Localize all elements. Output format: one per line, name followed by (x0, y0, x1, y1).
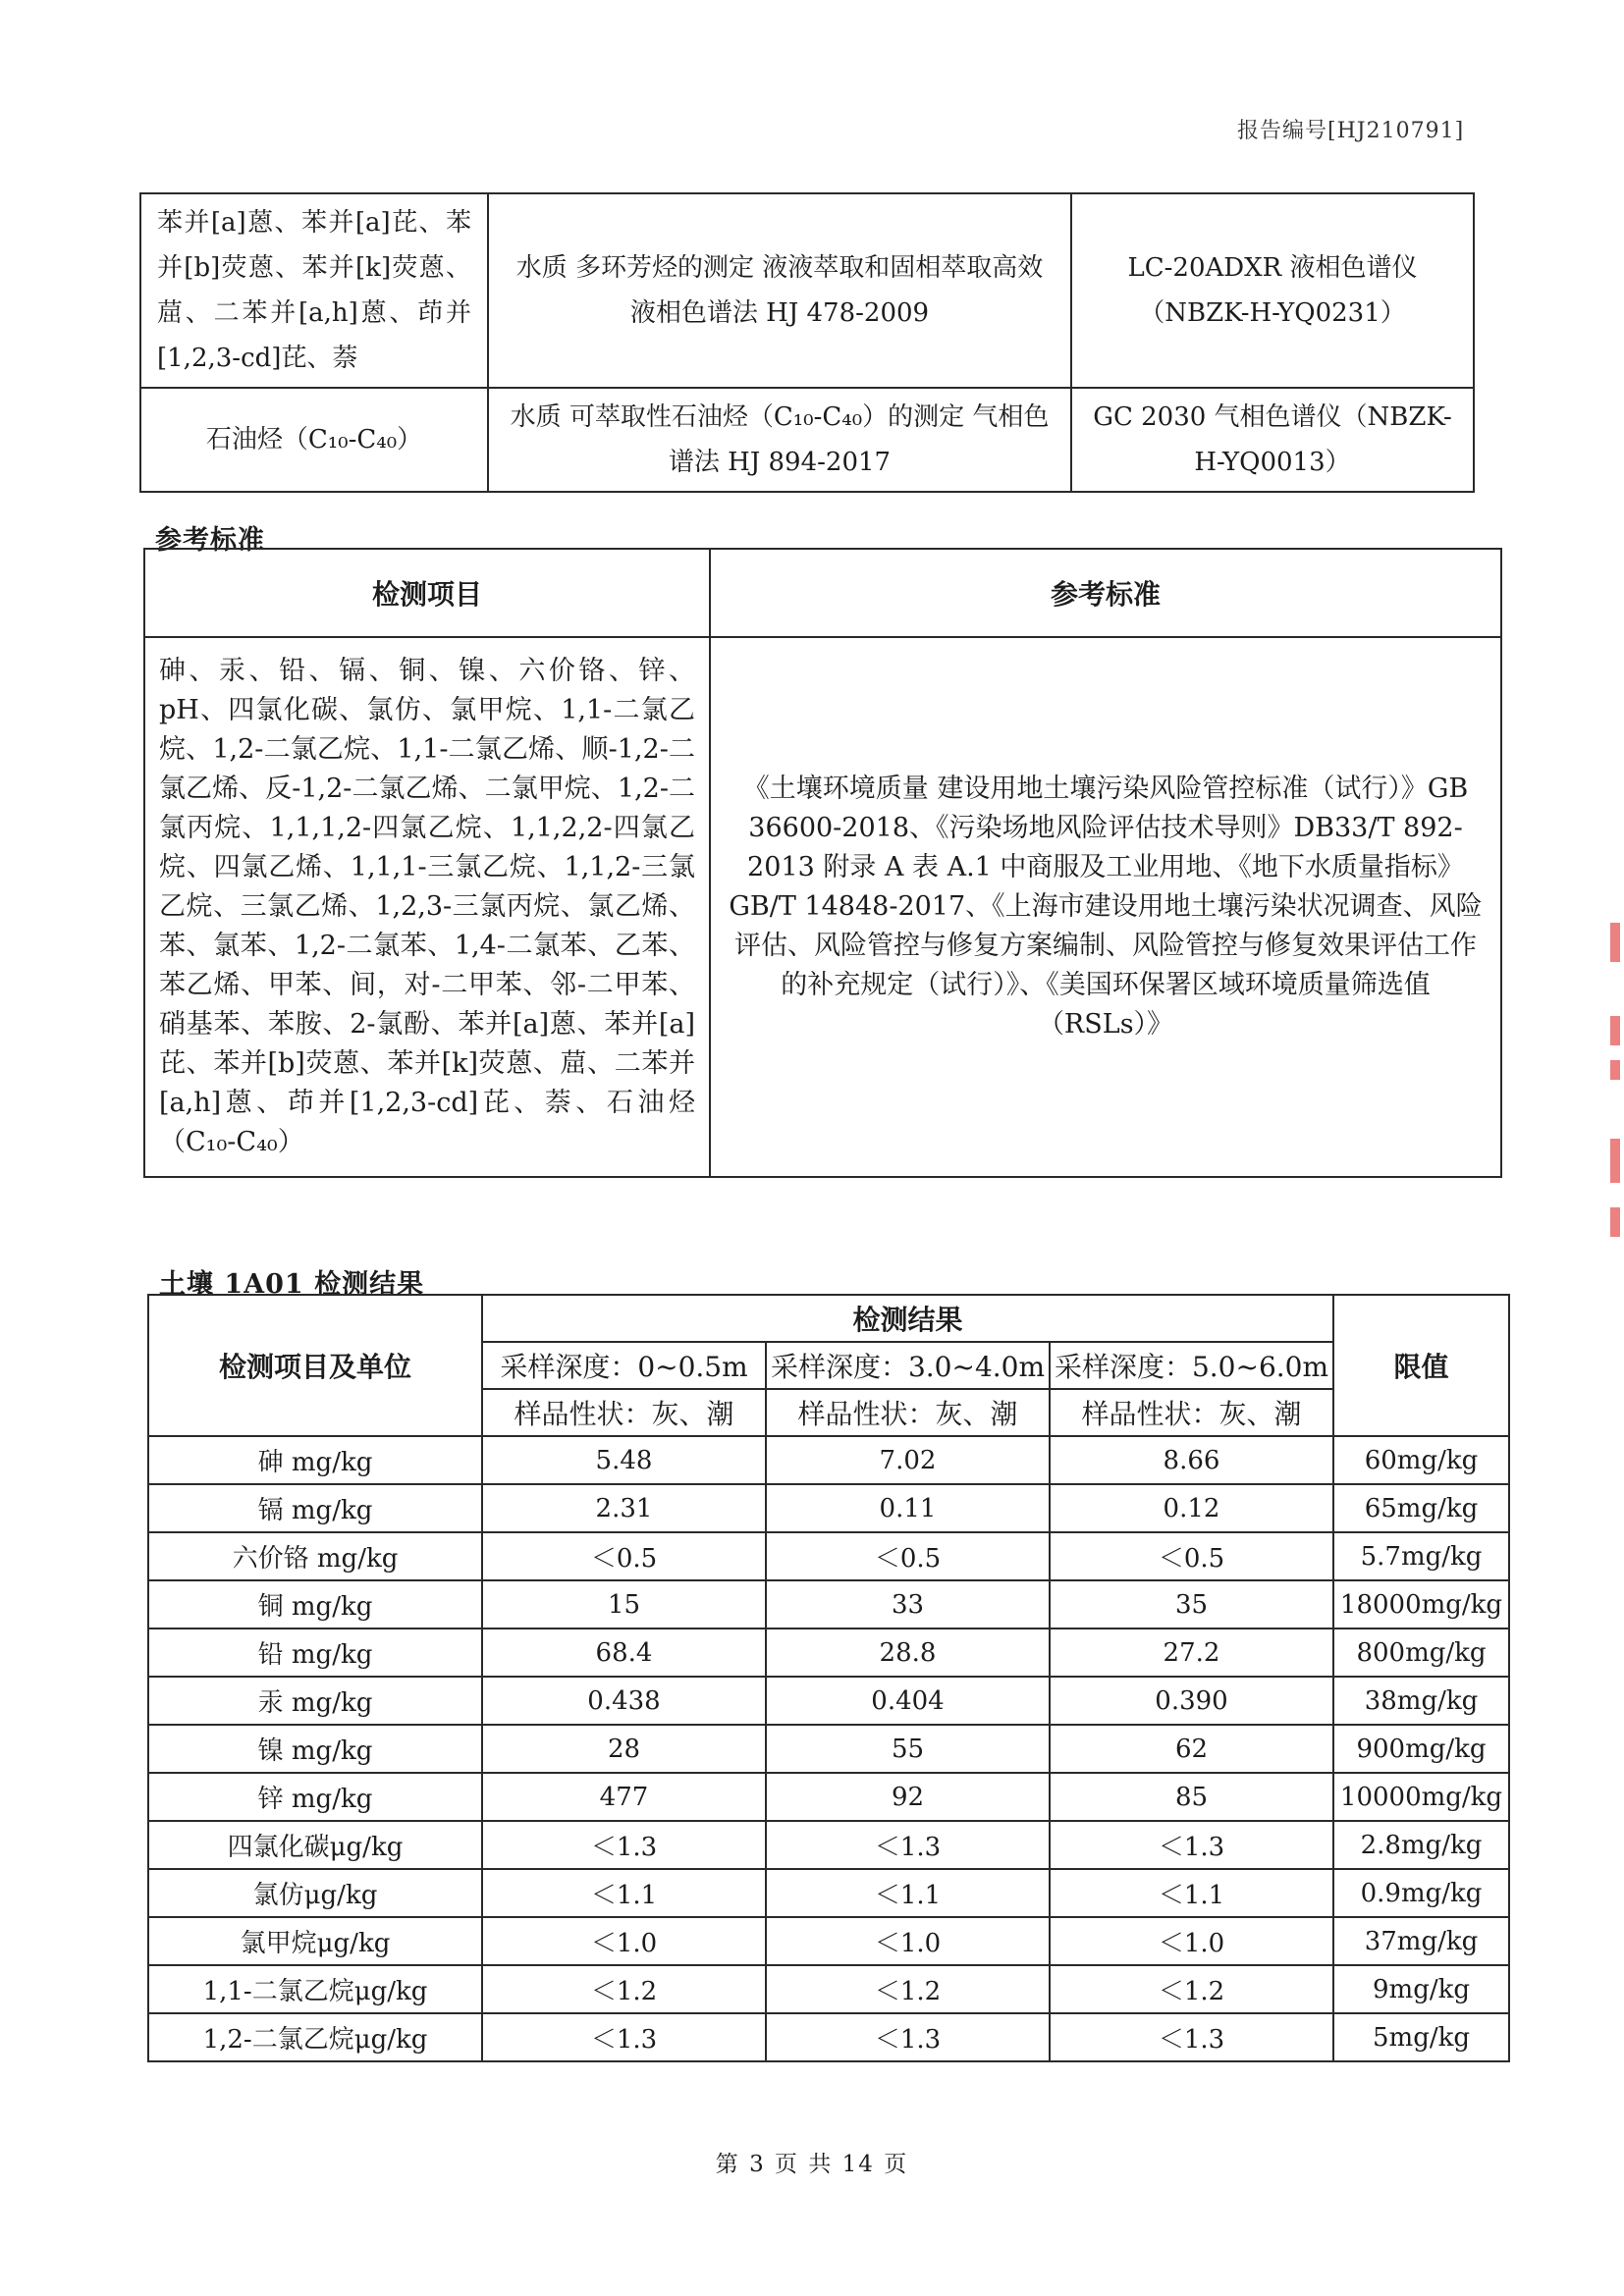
soil-value-depth1: ＜1.1 (482, 1869, 766, 1917)
table-row (148, 1677, 1509, 1725)
soil-value-depth2: ＜1.2 (766, 1965, 1050, 2013)
table-row (148, 1436, 1509, 1484)
soil-value-depth3: ＜1.2 (1050, 1965, 1333, 2013)
table-row (148, 2013, 1509, 2061)
soil-value-depth3: 62 (1050, 1725, 1333, 1773)
soil-result-table (147, 1294, 1510, 2062)
soil-limit-cell: 5mg/kg (1333, 2013, 1509, 2061)
soil-value-depth1: 28 (482, 1725, 766, 1773)
soil-item-cell: 四氯化碳μg/kg (148, 1821, 482, 1869)
stamp-fragment (1610, 1139, 1620, 1183)
soil-value-depth3: ＜1.3 (1050, 2013, 1333, 2061)
soil-limit-cell: 5.7mg/kg (1333, 1532, 1509, 1580)
soil-value-depth3: ＜1.1 (1050, 1869, 1333, 1917)
table-row (148, 1532, 1509, 1580)
soil-value-depth1: ＜1.3 (482, 1821, 766, 1869)
reference-table (143, 548, 1502, 1178)
soil-header-result: 检测结果 (482, 1295, 1333, 1342)
soil-value-depth3: 35 (1050, 1580, 1333, 1629)
reference-header-item: 检测项目 (144, 549, 710, 637)
table-row (148, 1965, 1509, 2013)
method-standard-cell: 水质 可萃取性石油烃（C₁₀-C₄₀）的测定 气相色谱法 HJ 894-2017 (488, 388, 1071, 492)
soil-value-depth2: 0.11 (766, 1484, 1050, 1532)
soil-item-cell: 镉 mg/kg (148, 1484, 482, 1532)
soil-value-depth3: 0.390 (1050, 1677, 1333, 1725)
soil-header-property: 样品性状：灰、潮 (766, 1389, 1050, 1436)
table-row (148, 1725, 1509, 1773)
soil-item-cell: 砷 mg/kg (148, 1436, 482, 1484)
stamp-fragment (1610, 1207, 1620, 1237)
reference-standard-text: 《土壤环境质量 建设用地土壤污染风险管控标准（试行）》GB 36600-2018、《污染场地风险评估技术导则》DB33/T 892-2013 附录 A 表 A.1 中商服及工业用地、《地下水质量指标》GB/T 14848-2017、《上海市建设用地土壤污染状况调查、风险评估、风险管控与修复方案编制、风险管控与修复效果评估工作的补充规定（试行）》、《美国环保署区域环境质量筛选值（RSLs）》 (710, 637, 1501, 1177)
soil-value-depth1: 2.31 (482, 1484, 766, 1532)
soil-limit-cell: 10000mg/kg (1333, 1773, 1509, 1821)
soil-value-depth1: 15 (482, 1580, 766, 1629)
soil-value-depth3: 27.2 (1050, 1629, 1333, 1677)
soil-item-cell: 汞 mg/kg (148, 1677, 482, 1725)
soil-value-depth1: ＜1.2 (482, 1965, 766, 2013)
soil-value-depth3: 8.66 (1050, 1436, 1333, 1484)
soil-header-depth: 采样深度：0~0.5m (482, 1342, 766, 1389)
table-row (148, 1821, 1509, 1869)
soil-value-depth2: ＜1.1 (766, 1869, 1050, 1917)
soil-limit-cell: 2.8mg/kg (1333, 1821, 1509, 1869)
soil-item-cell: 镍 mg/kg (148, 1725, 482, 1773)
soil-value-depth1: 477 (482, 1773, 766, 1821)
table-row (148, 1484, 1509, 1532)
soil-limit-cell: 60mg/kg (1333, 1436, 1509, 1484)
reference-header-standard: 参考标准 (710, 549, 1501, 637)
table-row (148, 1917, 1509, 1965)
soil-value-depth1: ＜1.0 (482, 1917, 766, 1965)
soil-item-cell: 氯甲烷μg/kg (148, 1917, 482, 1965)
soil-item-cell: 氯仿μg/kg (148, 1869, 482, 1917)
soil-value-depth2: ＜1.3 (766, 2013, 1050, 2061)
soil-value-depth1: ＜0.5 (482, 1532, 766, 1580)
soil-limit-cell: 800mg/kg (1333, 1629, 1509, 1677)
soil-limit-cell: 18000mg/kg (1333, 1580, 1509, 1629)
method-row (140, 388, 1474, 492)
soil-item-cell: 锌 mg/kg (148, 1773, 482, 1821)
soil-section-title: 土壤 1A01 检测结果 (159, 1269, 425, 1300)
soil-result-body (148, 1436, 1509, 2061)
soil-value-depth1: ＜1.3 (482, 2013, 766, 2061)
soil-value-depth2: 0.404 (766, 1677, 1050, 1725)
soil-value-depth3: 0.12 (1050, 1484, 1333, 1532)
method-item-cell: 苯并[a]蒽、苯并[a]芘、苯并[b]荧蒽、苯并[k]荧蒽、䓛、二苯并[a,h]蒽、茚并[1,2,3-cd]芘、萘 (140, 193, 488, 388)
method-row (140, 193, 1474, 388)
soil-item-cell: 六价铬 mg/kg (148, 1532, 482, 1580)
soil-header-property: 样品性状：灰、潮 (482, 1389, 766, 1436)
soil-value-depth1: 5.48 (482, 1436, 766, 1484)
soil-header-depth: 采样深度：5.0~6.0m (1050, 1342, 1333, 1389)
report-number: 报告编号[HJ210791] (1237, 119, 1465, 143)
soil-header-limit: 限值 (1333, 1295, 1509, 1436)
method-table (139, 192, 1475, 493)
soil-value-depth2: 33 (766, 1580, 1050, 1629)
soil-value-depth3: ＜1.0 (1050, 1917, 1333, 1965)
soil-value-depth1: 0.438 (482, 1677, 766, 1725)
method-instrument-cell: LC-20ADXR 液相色谱仪（NBZK-H-YQ0231） (1071, 193, 1474, 388)
soil-item-cell: 铅 mg/kg (148, 1629, 482, 1677)
table-row (148, 1629, 1509, 1677)
method-instrument-cell: GC 2030 气相色谱仪（NBZK-H-YQ0013） (1071, 388, 1474, 492)
soil-value-depth3: 85 (1050, 1773, 1333, 1821)
soil-value-depth2: 55 (766, 1725, 1050, 1773)
stamp-fragment (1610, 923, 1620, 962)
soil-limit-cell: 900mg/kg (1333, 1725, 1509, 1773)
soil-limit-cell: 65mg/kg (1333, 1484, 1509, 1532)
soil-item-cell: 1,2-二氯乙烷μg/kg (148, 2013, 482, 2061)
soil-limit-cell: 37mg/kg (1333, 1917, 1509, 1965)
page-number: 第 3 页 共 14 页 (715, 2152, 909, 2177)
table-row (148, 1869, 1509, 1917)
soil-item-cell: 铜 mg/kg (148, 1580, 482, 1629)
table-row (148, 1773, 1509, 1821)
soil-value-depth2: 92 (766, 1773, 1050, 1821)
reference-items-text: 砷、汞、铅、镉、铜、镍、六价铬、锌、pH、四氯化碳、氯仿、氯甲烷、1,1-二氯乙烷、1,2-二氯乙烷、1,1-二氯乙烯、顺-1,2-二氯乙烯、反-1,2-二氯乙烯、二氯甲烷、1,2-二氯丙烷、1,1,1,2-四氯乙烷、1,1,2,2-四氯乙烷、四氯乙烯、1,1,1-三氯乙烷、1,1,2-三氯乙烷、三氯乙烯、1,2,3-三氯丙烷、氯乙烯、苯、氯苯、1,2-二氯苯、1,4-二氯苯、乙苯、苯乙烯、甲苯、间，对-二甲苯、邻-二甲苯、硝基苯、苯胺、2-氯酚、苯并[a]蒽、苯并[a]芘、苯并[b]荧蒽、苯并[k]荧蒽、䓛、二苯并[a,h]蒽、茚并[1,2,3-cd]芘、萘、石油烃（C₁₀-C₄₀） (144, 637, 710, 1177)
soil-value-depth2: ＜1.0 (766, 1917, 1050, 1965)
soil-limit-cell: 0.9mg/kg (1333, 1869, 1509, 1917)
soil-value-depth2: ＜1.3 (766, 1821, 1050, 1869)
stamp-fragment (1610, 1016, 1620, 1045)
soil-header-depth: 采样深度：3.0~4.0m (766, 1342, 1050, 1389)
method-standard-cell: 水质 多环芳烃的测定 液液萃取和固相萃取高效液相色谱法 HJ 478-2009 (488, 193, 1071, 388)
stamp-fragment (1610, 1060, 1620, 1080)
table-row (148, 1580, 1509, 1629)
reference-section-title: 参考标准 (155, 525, 265, 556)
soil-value-depth2: 7.02 (766, 1436, 1050, 1484)
soil-value-depth2: ＜0.5 (766, 1532, 1050, 1580)
soil-limit-cell: 9mg/kg (1333, 1965, 1509, 2013)
soil-header-property: 样品性状：灰、潮 (1050, 1389, 1333, 1436)
soil-value-depth2: 28.8 (766, 1629, 1050, 1677)
soil-item-cell: 1,1-二氯乙烷μg/kg (148, 1965, 482, 2013)
method-item-cell: 石油烃（C₁₀-C₄₀） (140, 388, 488, 492)
soil-value-depth3: ＜1.3 (1050, 1821, 1333, 1869)
soil-value-depth1: 68.4 (482, 1629, 766, 1677)
soil-limit-cell: 38mg/kg (1333, 1677, 1509, 1725)
soil-header-item: 检测项目及单位 (148, 1295, 482, 1436)
soil-value-depth3: ＜0.5 (1050, 1532, 1333, 1580)
